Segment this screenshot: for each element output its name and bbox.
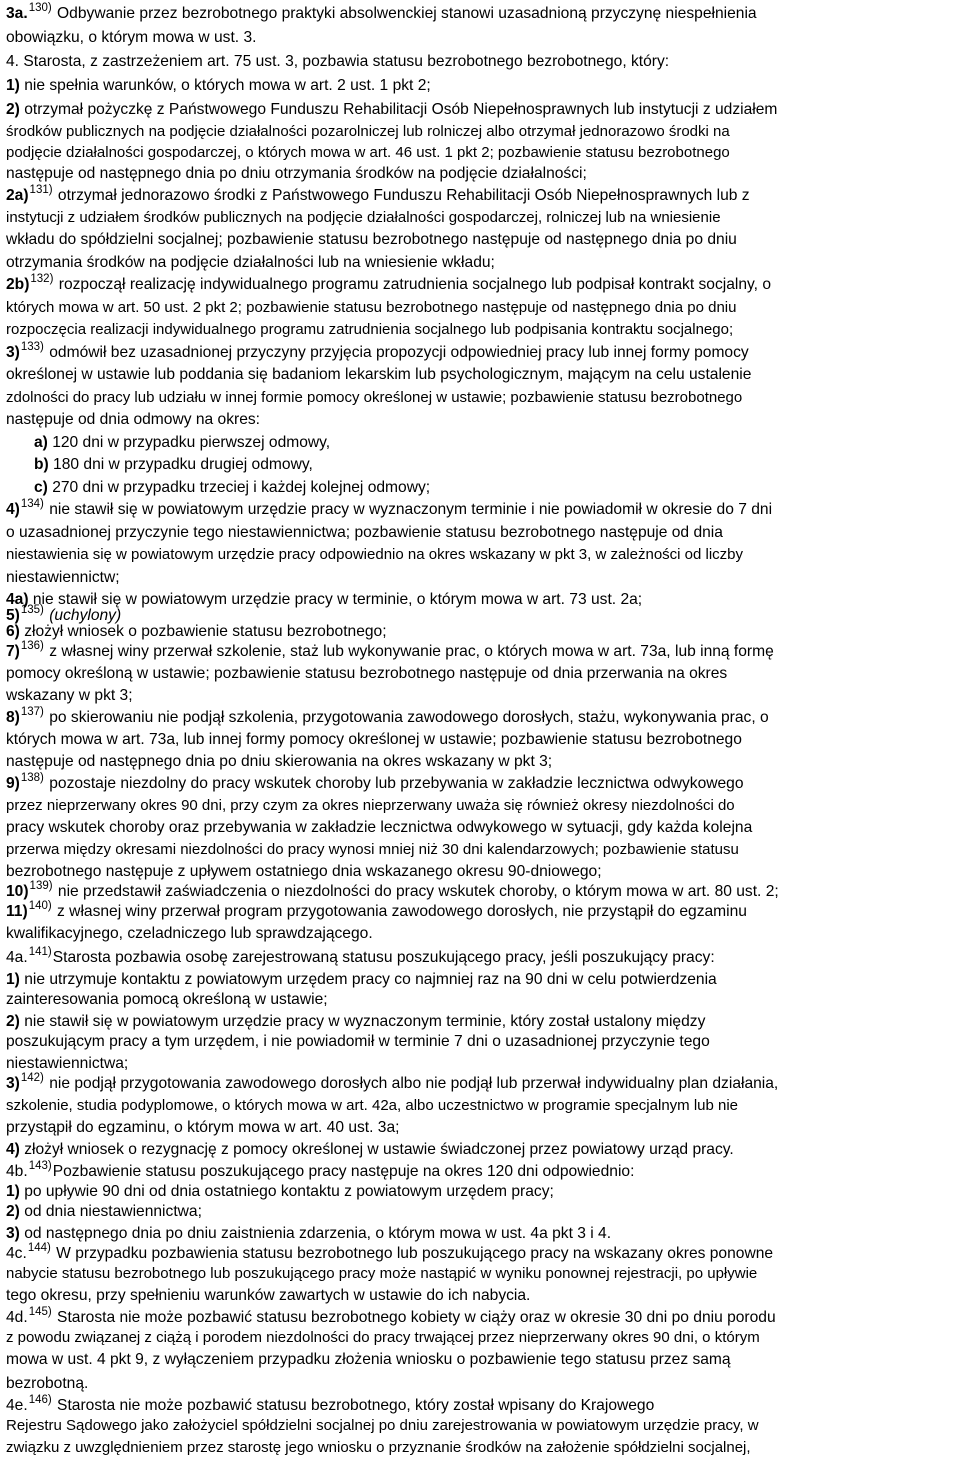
text-line (6, 1200, 954, 1224)
text-line (6, 922, 954, 946)
text-line (6, 273, 954, 297)
line-text: 4c. (6, 1245, 27, 1262)
footnote-ref: 140) (28, 900, 52, 912)
text-line (6, 184, 954, 208)
text-line (6, 684, 954, 708)
point-marker: 1) (6, 77, 20, 94)
line-text: 4d. (6, 1309, 28, 1326)
line-text: niestawiennictwa; (6, 1055, 129, 1072)
line-text: złożył wniosek o pozbawienie statusu bezrobotnego; (19, 623, 387, 640)
point-marker: 6) (6, 623, 20, 640)
text-line (6, 750, 954, 774)
point-marker: 9) (6, 775, 20, 792)
line-text: zainteresowania pomocą określoną w ustawie; (6, 991, 328, 1008)
text-line (6, 1284, 954, 1308)
text-line (6, 228, 954, 252)
line-text: nie przedstawił zaświadczenia o niezdolności do pracy wskutek choroby, o którym mowa w art. 80 ust. 2; (53, 883, 779, 900)
line-text: nie utrzymuje kontaktu z powiatowym urzędem pracy co najmniej raz na 90 dni w celu potwierdzenia (19, 971, 717, 988)
text-line (34, 476, 954, 500)
text-line (6, 318, 954, 342)
footnote-ref: 146) (28, 1394, 52, 1406)
line-text: od dnia niestawiennictwa; (19, 1203, 202, 1220)
footnote-ref: 139) (29, 880, 53, 892)
text-line (6, 566, 954, 590)
text-line (6, 1436, 954, 1460)
point-marker: 4) (6, 1141, 20, 1158)
footnote-ref: 141) (28, 946, 52, 958)
point-marker: c) (34, 479, 48, 496)
line-text: pracy wskutek choroby oraz przebywania w zakładzie lecznictwa odwykowego w sytuacji, gdy każda kolejna (6, 819, 753, 836)
line-text: mowa w ust. 4 pkt 9, z wyłączeniem przypadku złożenia wniosku o pozbawienie tego statusu przez samą (6, 1351, 731, 1368)
text-line (6, 162, 954, 186)
line-text: środków publicznych na podjęcie działalności pozarolniczej lub rolniczej albo otrzymał jednorazowo środki na (6, 123, 730, 140)
point-marker: 2b) (6, 276, 30, 293)
line-text: rozpoczęcia realizacji indywidualnego programu zatrudnienia socjalnego lub podpisania kontraktu socjalnego; (6, 321, 734, 338)
text-line (6, 521, 954, 545)
line-text: nie podjął przygotowania zawodowego dorosłych albo nie podjął lub przerwał indywidualny plan działania, (44, 1075, 779, 1092)
text-line (6, 1116, 954, 1140)
line-text: nie stawił się w powiatowym urzędzie pracy w terminie, o którym mowa w art. 73 ust. 2a; (28, 591, 643, 608)
line-text: po skierowaniu nie podjął szkolenia, przygotowania zawodowego dorosłych, stażu, wykonywania prac, o (44, 709, 769, 726)
text-line (6, 640, 954, 664)
line-text: po upływie 90 dni od dnia ostatniego kontaktu z powiatowym urzędem pracy; (19, 1183, 554, 1200)
text-line (6, 386, 954, 410)
text-line (6, 50, 954, 74)
line-text: przez nieprzerwany okres 90 dni, przy czym za okres nieprzerwany uważa się również okresy niezdolności do (6, 797, 735, 814)
line-text: wskazany w pkt 3; (6, 687, 133, 704)
line-text: od następnego dnia po dniu zaistnienia zdarzenia, o którym mowa w ust. 4a pkt 3 i 4. (19, 1225, 612, 1242)
text-line (6, 900, 954, 924)
text-line (34, 431, 954, 455)
line-text: nie stawił się w powiatowym urzędzie pracy w wyznaczonym terminie, który został ustalony między (19, 1013, 706, 1030)
line-text: nie spełnia warunków, o których mowa w art. 2 ust. 1 pkt 2; (19, 77, 431, 94)
line-text: zdolności do pracy lub udziału w innej formie pomocy określonej w ustawie; pozbawienie statusu bezrobotnego (6, 389, 743, 406)
point-marker: 3) (6, 1075, 20, 1092)
line-text: bezrobotnego następuje z upływem ostatniego dnia wskazanego okresu 90-dniowego; (6, 863, 602, 880)
line-text: Starosta nie może pozbawić statusu bezrobotnego, który został wpisany do Krajowego (52, 1397, 655, 1414)
line-text: odmówił bez uzasadnionej przyczyny przyjęcia propozycji odpowiedniej pracy lub innej formy pomocy (44, 344, 749, 361)
line-text: następuje od dnia odmowy na okres: (6, 411, 260, 428)
point-marker: 5) (6, 607, 20, 624)
line-text: 4e. (6, 1397, 28, 1414)
text-line (6, 1348, 954, 1372)
line-text: przystąpił do egzaminu, o którym mowa w art. 40 ust. 3a; (6, 1119, 400, 1136)
footnote-ref: 144) (27, 1242, 51, 1254)
text-line (6, 816, 954, 840)
line-text: Pozbawienie statusu poszukującego pracy następuje na okres 120 dni odpowiednio: (52, 1163, 635, 1180)
text-line (6, 946, 954, 970)
point-marker: 2) (6, 101, 20, 118)
footnote-ref: 133) (20, 341, 44, 353)
line-text: niestawiennictw; (6, 569, 120, 586)
footnote-ref: 136) (20, 640, 44, 652)
footnote-ref: 130) (28, 2, 52, 14)
text-line (34, 453, 954, 477)
footnote-ref: 143) (28, 1160, 52, 1172)
text-line (6, 728, 954, 752)
text-line (6, 706, 954, 730)
text-line (6, 408, 954, 432)
line-text: z własnej winy przerwał szkolenie, staż lub wykonywanie prac, o których mowa w art. 73a, lub inną formę (44, 643, 774, 660)
line-text: instytucji z udziałem środków publicznych na podjęcie działalności gospodarczej, rolniczej lub na wniesienie (6, 209, 721, 226)
footnote-ref: 138) (20, 772, 44, 784)
line-text: z własnej winy przerwał program przygotowania zawodowego dorosłych, nie przystąpił do egzaminu (52, 903, 747, 920)
point-marker: 3) (6, 344, 20, 361)
text-line (6, 1326, 954, 1350)
text-line (6, 498, 954, 522)
text-line (6, 794, 954, 818)
line-text: przerwa między okresami niezdolności do pracy wynosi mniej niż 30 dni kalendarzowych; pozbawienie statusu (6, 841, 739, 858)
point-marker: 2a) (6, 187, 29, 204)
point-marker: 1) (6, 971, 20, 988)
text-line (6, 1094, 954, 1118)
line-text: o uzasadnionej przyczynie tego niestawiennictwa; pozbawienie statusu bezrobotnego następuje od dnia (6, 524, 723, 541)
point-marker: 4) (6, 501, 20, 518)
line-text: Odbywanie przez bezrobotnego praktyki absolwenckiej stanowi uzasadnioną przyczynę niespełnienia (52, 5, 757, 22)
point-marker: 2) (6, 1013, 20, 1030)
line-text: otrzymania środków na podjęcie działalności lub na wniesienie wkładu; (6, 254, 495, 271)
footnote-ref: 137) (20, 706, 44, 718)
line-text: złożył wniosek o rezygnację z pomocy określonej w ustawie świadczonej przez powiatowy urząd pracy. (19, 1141, 734, 1158)
line-text: Starosta nie może pozbawić statusu bezrobotnego kobiety w ciąży oraz w okresie 30 dni po dniu porodu (52, 1309, 776, 1326)
text-line (6, 26, 954, 50)
line-text: otrzymał pożyczkę z Państwowego Funduszu Rehabilitacji Osób Niepełnosprawnych lub instytucji z udziałem (19, 101, 778, 118)
point-marker: 3a. (6, 5, 28, 22)
text-line (6, 1372, 954, 1396)
point-marker: 4a) (6, 591, 29, 608)
line-text: 270 dni w przypadku trzeciej i każdej kolejnej odmowy; (47, 479, 431, 496)
point-marker: b) (34, 456, 49, 473)
line-text: obowiązku, o którym mowa w ust. 3. (6, 29, 257, 46)
footnote-ref: 142) (20, 1072, 44, 1084)
footnote-ref: 145) (28, 1306, 52, 1318)
line-text: pomocy określoną w ustawie; pozbawienie statusu bezrobotnego następuje od dnia przerwania na okres (6, 665, 728, 682)
text-line (6, 296, 954, 320)
line-text: rozpoczął realizację indywidualnego programu zatrudnienia socjalnego lub podpisał kontrakt socjalny, o (54, 276, 771, 293)
point-marker: 1) (6, 1183, 20, 1200)
text-line (6, 1414, 954, 1438)
point-marker: 7) (6, 643, 20, 660)
point-marker: 10) (6, 883, 29, 900)
point-marker: a) (34, 434, 48, 451)
line-text: kwalifikacyjnego, czeladniczego lub sprawdzającego. (6, 925, 373, 942)
line-text: których mowa w art. 73a, lub innej formy pomocy określonej w ustawie; pozbawienie statusu bezrobotnego (6, 731, 742, 748)
text-line (6, 1262, 954, 1286)
footnote-ref: 132) (30, 273, 54, 285)
line-text: nie stawił się w powiatowym urzędzie pracy w wyznaczonym terminie i nie powiadomił w okresie do 7 dni (44, 501, 773, 518)
line-text: poszukującym pracy a tym urzędem, i nie powiadomił w terminie 7 dni o uzasadnionej przyczynie tego (6, 1033, 710, 1050)
line-text: następuje od następnego dnia po dniu skierowania na okres wskazany w pkt 3; (6, 753, 553, 770)
line-text: 4. Starosta, z zastrzeżeniem art. 75 ust. 3, pozbawia statusu bezrobotnego bezrobotnego, który: (6, 53, 670, 70)
point-marker: 11) (6, 903, 28, 920)
line-text: pozostaje niezdolny do pracy wskutek choroby lub przebywania w zakładzie lecznictwa odwykowego (44, 775, 744, 792)
text-line (6, 543, 954, 567)
text-line (6, 74, 954, 98)
text-line (6, 988, 954, 1012)
line-text: Starosta pozbawia osobę zarejestrowaną statusu poszukującego pracy, jeśli poszukujący pracy: (52, 949, 715, 966)
text-line (6, 98, 954, 122)
text-line (6, 1030, 954, 1054)
point-marker: 8) (6, 709, 20, 726)
text-line (6, 1072, 954, 1096)
text-line (6, 1138, 954, 1162)
line-text: W przypadku pozbawienia statusu bezrobotnego lub poszukującego pracy na wskazany okres ponowne (51, 1245, 774, 1262)
line-text: następuje od następnego dnia po dniu otrzymania środków na podjęcie działalności; (6, 165, 587, 182)
text-line (6, 206, 954, 230)
line-text: 180 dni w przypadku drugiej odmowy, (48, 456, 313, 473)
line-text: z powodu związanej z ciążą i porodem niezdolności do pracy trwającej przez nieprzerwany okres 90 dni, o którym (6, 1329, 760, 1346)
text-line (6, 838, 954, 862)
line-text: (uchylony) (44, 607, 122, 624)
line-text: związku z uwzględnieniem przez starostę jego wniosku o przyznanie środków na założenie spółdzielni socjalnej, (6, 1439, 751, 1456)
line-text: 4b. (6, 1163, 28, 1180)
line-text: których mowa w art. 50 ust. 2 pkt 2; pozbawienie statusu bezrobotnego następuje od następnego dnia po dniu (6, 299, 737, 316)
text-line (6, 772, 954, 796)
footnote-ref: 135) (20, 604, 44, 616)
text-line (6, 341, 954, 365)
line-text: 120 dni w przypadku pierwszej odmowy, (47, 434, 331, 451)
line-text: szkolenie, studia podyplomowe, o których mowa w art. 42a, albo uczestnictwo w programie specjalnym lub nie (6, 1097, 739, 1114)
line-text: otrzymał jednorazowo środki z Państwowego Funduszu Rehabilitacji Osób Niepełnosprawnych lub z (53, 187, 750, 204)
line-text: wkładu do spółdzielni socjalnej; pozbawienie statusu bezrobotnego następuje od następnego dnia po dniu (6, 231, 737, 248)
text-line (6, 2, 954, 26)
line-text: podjęcie działalności gospodarczej, o których mowa w art. 46 ust. 1 pkt 2; pozbawienie statusu bezrobotnego (6, 144, 730, 161)
line-text: bezrobotną. (6, 1375, 89, 1392)
line-text: niestawienia się w powiatowym urzędzie pracy odpowiednio na okres wskazany w pkt 3, w zależności od liczby (6, 546, 744, 563)
line-text: 4a. (6, 949, 28, 966)
text-line (6, 251, 954, 275)
text-line (6, 363, 954, 387)
line-text: określonej w ustawie lub poddania się badaniom lekarskim lub psychologicznym, mającym na celu ustalenie (6, 366, 752, 383)
line-text: Rejestru Sądowego jako założyciel spółdzielni socjalnej po dniu zarejestrowania w powiatowym urzędzie pracy, w (6, 1417, 759, 1434)
point-marker: 3) (6, 1225, 20, 1242)
footnote-ref: 131) (29, 184, 53, 196)
line-text: nabycie statusu bezrobotnego lub poszukującego pracy może nastąpić w wyniku ponownej rejestracji, po upływie (6, 1265, 758, 1282)
line-text: tego okresu, przy spełnieniu warunków zawartych w ustawie do ich nabycia. (6, 1287, 531, 1304)
footnote-ref: 134) (20, 498, 44, 510)
text-line (6, 662, 954, 686)
point-marker: 2) (6, 1203, 20, 1220)
